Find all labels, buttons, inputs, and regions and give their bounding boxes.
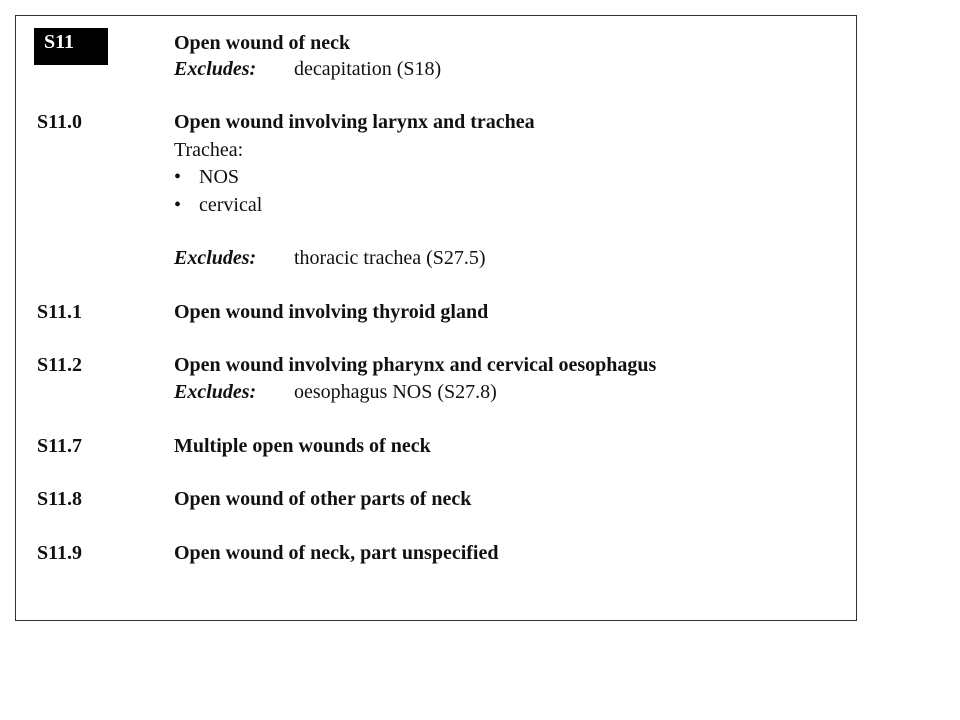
entry-code: S11.9 (37, 542, 83, 564)
entry-title: Open wound involving pharynx and cervical oesophagus (174, 354, 657, 376)
entry-code: S11.8 (37, 488, 83, 510)
entry-code: S11.2 (37, 354, 83, 376)
bullet-icon: • (174, 194, 182, 216)
excludes-text: oesophagus NOS (S27.8) (294, 381, 497, 403)
classification-panel (15, 15, 857, 621)
category-excludes (174, 56, 442, 82)
category-code-badge: S11 (34, 28, 108, 65)
entry-excludes (174, 379, 497, 405)
entry-title: Open wound of neck, part unspecified (174, 542, 499, 564)
bullet-text: cervical (199, 194, 263, 216)
bullet-text: NOS (199, 166, 240, 188)
excludes-label: Excludes: (174, 247, 257, 269)
entry-excludes (174, 245, 486, 271)
excludes-label: Excludes: (174, 58, 257, 80)
entry-subheading: Trachea: (174, 139, 244, 161)
bullet-icon: • (174, 166, 182, 188)
entry-title: Open wound involving thyroid gland (174, 301, 489, 323)
bullet-item (174, 192, 262, 218)
entry-title: Open wound involving larynx and trachea (174, 111, 535, 133)
entry-code: S11.1 (37, 301, 83, 323)
bullet-item (174, 164, 239, 190)
excludes-text: decapitation (S18) (294, 58, 442, 80)
excludes-label: Excludes: (174, 381, 257, 403)
entry-title: Multiple open wounds of neck (174, 435, 431, 457)
entry-title: Open wound of other parts of neck (174, 488, 472, 510)
excludes-text: thoracic trachea (S27.5) (294, 247, 486, 269)
category-title: Open wound of neck (174, 32, 351, 54)
entry-code: S11.0 (37, 111, 83, 133)
entry-code: S11.7 (37, 435, 83, 457)
